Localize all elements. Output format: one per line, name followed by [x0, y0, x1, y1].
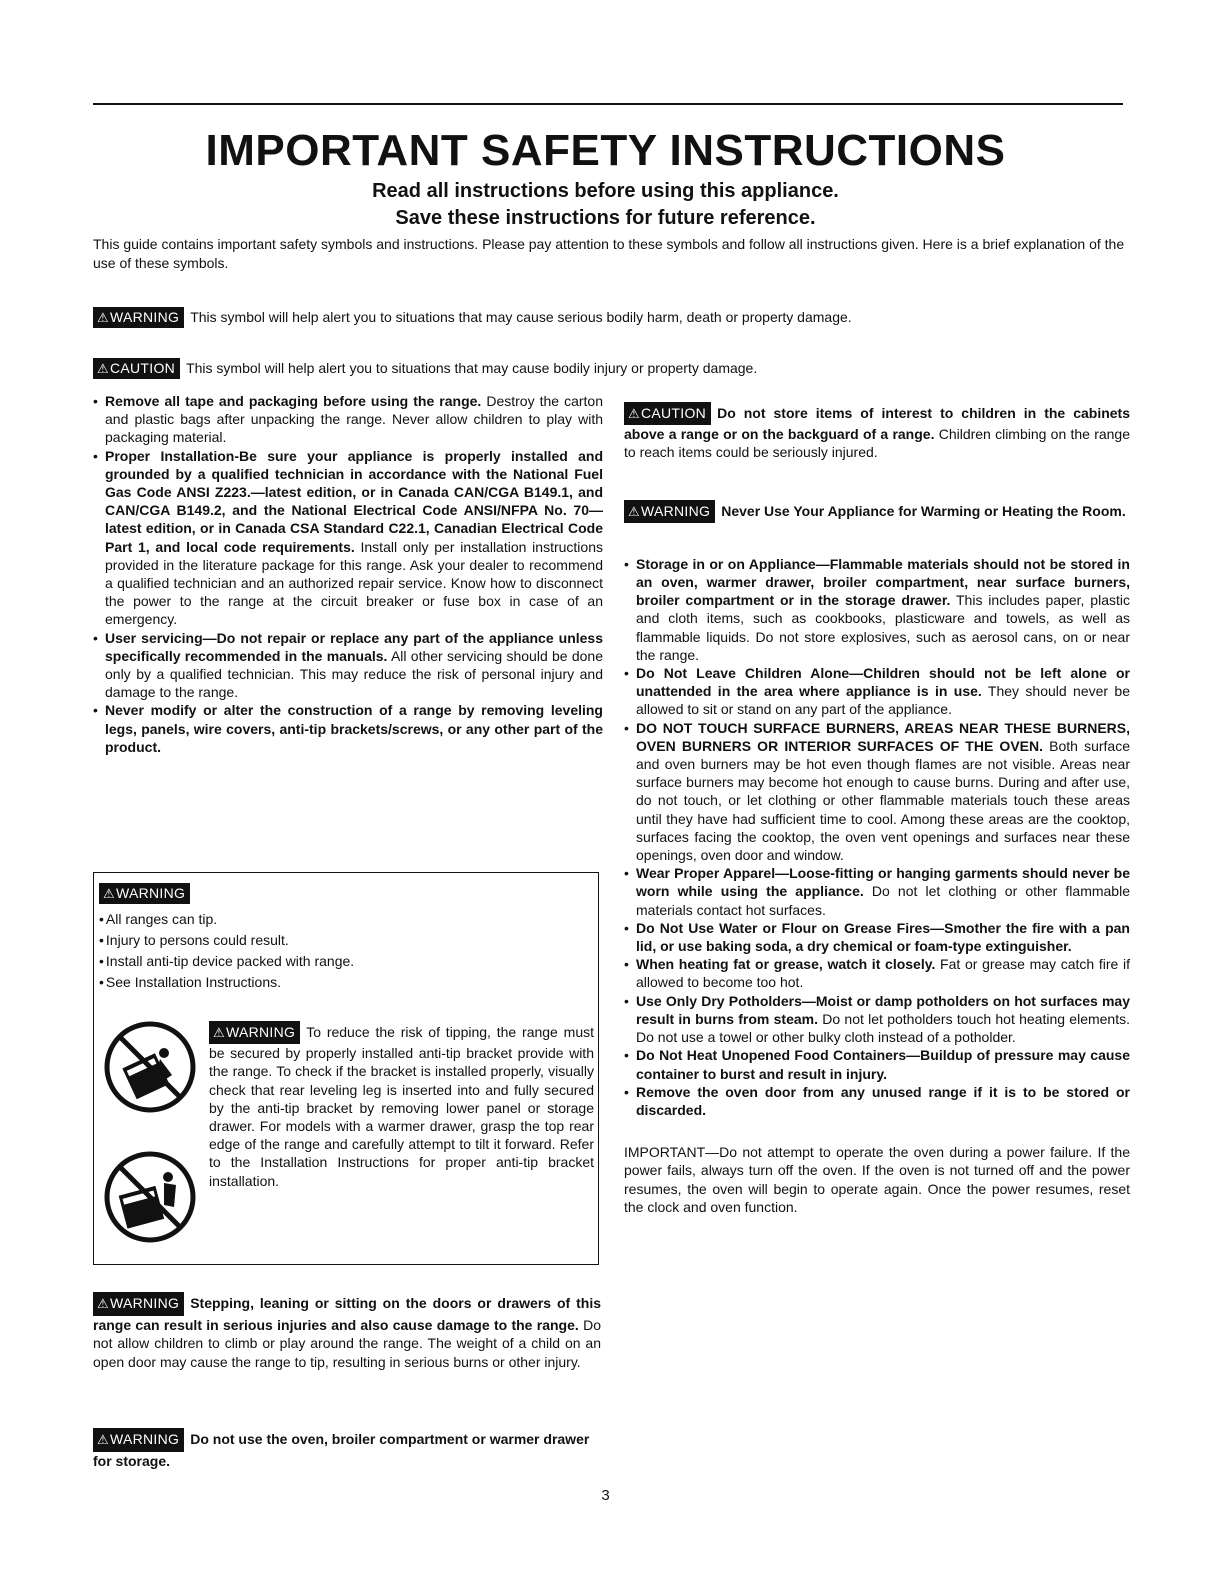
safety-list — [624, 555, 1130, 1119]
stepping-warning: ⚠WARNING Stepping, leaning or sitting on the doors or drawers of this range can result in serious injuries and also cause damage to the range. Do not allow children to climb or play around the range. The weight of a child on an open door may cause the range to tip, resulting in serious burns or other injury. — [93, 1292, 601, 1371]
caution-badge: ⚠CAUTION — [624, 402, 711, 425]
page-title: IMPORTANT SAFETY INSTRUCTIONS — [205, 126, 1006, 175]
list-item: • Do Not Use Water or Flour on Grease Fires—Smother the fire with a pan lid, or use baking soda, a dry chemical or foam-type extinguisher. — [624, 919, 1130, 955]
list-item: • Install anti-tip device packed with range. — [99, 951, 579, 972]
warning-symbol-explanation — [93, 307, 852, 328]
top-rule — [93, 103, 1123, 105]
climbing-child-prohibited-icon — [102, 1149, 198, 1245]
subtitle-save: Save these instructions for future reference. — [395, 207, 816, 229]
warning-badge — [93, 307, 184, 328]
list-item: • Do Not Leave Children Alone—Children should not be left alone or unattended in the area where appliance is in use. They should never be allowed to sit or stand on any part of the appliance. — [624, 664, 1130, 719]
storage-warning: ⚠WARNING Do not use the oven, broiler compartment or warmer drawer for storage. — [93, 1428, 601, 1470]
warning-badge-label: WARNING — [109, 309, 180, 325]
warning-badge: ⚠WARNING — [624, 500, 715, 523]
alert-triangle-icon: ⚠ — [97, 361, 109, 376]
list-item: • See Installation Instructions. — [99, 972, 579, 993]
warning-badge: ⚠WARNING — [99, 883, 190, 904]
alert-triangle-icon: ⚠ — [97, 310, 109, 325]
list-item: • When heating fat or grease, watch it closely. Fat or grease may catch fire if allowed to become too hot. — [624, 955, 1130, 991]
caution-badge — [93, 358, 180, 379]
caution-badge-label: CAUTION — [109, 360, 176, 376]
list-item: • Wear Proper Apparel—Loose-fitting or hanging garments should never be worn while using the appliance. Do not let clothing or other flammable materials contact hot surfaces. — [624, 864, 1130, 919]
warning-heating-room: ⚠WARNING Never Use Your Appliance for Warming or Heating the Room. — [624, 500, 1130, 523]
intro-paragraph: This guide contains important safety symbols and instructions. Please pay attention to these symbols and follow all instructions given. Here is a brief explanation of the use of these symbols. — [93, 236, 1125, 271]
caution-symbol-explanation — [93, 358, 757, 379]
warning-badge: ⚠WARNING — [93, 1428, 184, 1452]
caution-symbol-text: This symbol will help alert you to situations that may cause bodily injury or property damage. — [186, 360, 758, 376]
list-item: • Remove the oven door from any unused range if it is to be stored or discarded. — [624, 1083, 1130, 1119]
tipping-range-prohibited-icon — [102, 1019, 198, 1115]
list-item: • All ranges can tip. — [99, 909, 579, 930]
list-item: • DO NOT TOUCH SURFACE BURNERS, AREAS NEAR THESE BURNERS, OVEN BURNERS OR INTERIOR SURFACES OF THE OVEN. Both surface and oven burners may be hot even though flames are not visible. Areas near surface burners may become hot enough to cause burns. During and after use, do not touch, or let clothing or other flammable materials touch these areas until they have had sufficient time to cool. Among these areas are the cooktop, surfaces facing the cooktop, the oven vent openings and surfaces near these openings, oven door and window. — [624, 719, 1130, 865]
warning-symbol-text: This symbol will help alert you to situations that may cause serious bodily harm, death or property damage. — [190, 309, 852, 325]
page-number: 3 — [601, 1487, 610, 1504]
anti-tip-warning-box — [93, 872, 599, 1265]
list-item: • Remove all tape and packaging before using the range. Destroy the carton and plastic bags after unpacking the range. Never allow children to play with packaging material. — [93, 392, 603, 447]
important-power-failure: IMPORTANT—Do not attempt to operate the oven during a power failure. If the power fails, always turn off the oven. If the oven is not turned off and the power resumes, the oven will begin to operate again. Once the power resumes, reset the clock and oven function. — [624, 1144, 1130, 1215]
list-item: • Injury to persons could result. — [99, 930, 579, 951]
caution-children-cabinets: ⚠CAUTION Do not store items of interest to children in the cabinets above a range or on the backguard of a range. Children climbing on the range to reach items could be seriously injured. — [624, 402, 1130, 462]
warning-badge: ⚠WARNING — [93, 1292, 184, 1316]
list-item: • Storage in or on Appliance—Flammable materials should not be stored in an oven, warmer drawer, broiler compartment, near surface burners, broiler compartment or in the storage drawer. This includes paper, plastic and cloth items, such as cookbooks, plasticware and towels, as well as flammable liquids. Do not store explosives, such as aerosol cans, on or near the range. — [624, 555, 1130, 664]
list-item: • Use Only Dry Potholders—Moist or damp potholders on hot surfaces may result in burns from steam. Do not let potholders touch hot heating elements. Do not use a towel or other bulky cloth instead of a potholder. — [624, 992, 1130, 1047]
subtitle-read: Read all instructions before using this appliance. — [372, 180, 839, 202]
alert-triangle-icon: ⚠ — [628, 503, 640, 519]
anti-tip-instructions: ⚠WARNING To reduce the risk of tipping, the range must be secured by properly installed anti-tip bracket provide with the range. To check if the bracket is installed properly, visually check that rear leveling leg is inserted into and fully secured by the anti-tip bracket by removing lower panel or storage drawer. For models with a warmer drawer, grasp the top rear edge of the range and carefully attempt to tilt it forward. Refer to the Installation Instructions for proper anti-tip bracket installation. — [209, 1021, 594, 1190]
list-item: • Proper Installation-Be sure your appliance is properly installed and grounded by a qualified technician in accordance with the National Fuel Gas Code ANSI Z223.—latest edition, or in Canada CAN/CGA B149.1, and CAN/CGA B149.2, and the National Electrical Code ANSI/NFPA No. 70—latest edition, or in Canada CSA Standard C22.1, Canadian Electrical Code Part 1, and local code requirements. Install only per installation instructions provided in the literature package for this range. Ask your dealer to recommend a qualified technician and an authorized repair service. Know how to disconnect the power to the range at the circuit breaker or fuse box in case of an emergency. — [93, 447, 603, 629]
left-column — [93, 392, 603, 756]
warning-badge: ⚠WARNING — [209, 1021, 300, 1044]
alert-triangle-icon: ⚠ — [97, 1296, 109, 1311]
alert-triangle-icon: ⚠ — [97, 1432, 109, 1447]
tip-bullets — [99, 909, 579, 993]
alert-triangle-icon: ⚠ — [628, 406, 640, 421]
list-item: • Never modify or alter the construction of a range by removing leveling legs, panels, wire covers, anti-tip brackets/screws, or any other part of the product. — [93, 701, 603, 756]
alert-triangle-icon: ⚠ — [103, 886, 115, 901]
alert-triangle-icon: ⚠ — [213, 1025, 225, 1040]
right-column — [624, 402, 1130, 1216]
list-item: • User servicing—Do not repair or replace any part of the appliance unless specifically recommended in the manuals. All other servicing should be done only by a qualified technician. This may reduce the risk of personal injury and damage to the range. — [93, 629, 603, 702]
list-item: • Do Not Heat Unopened Food Containers—Buildup of pressure may cause container to burst and result in injury. — [624, 1046, 1130, 1082]
